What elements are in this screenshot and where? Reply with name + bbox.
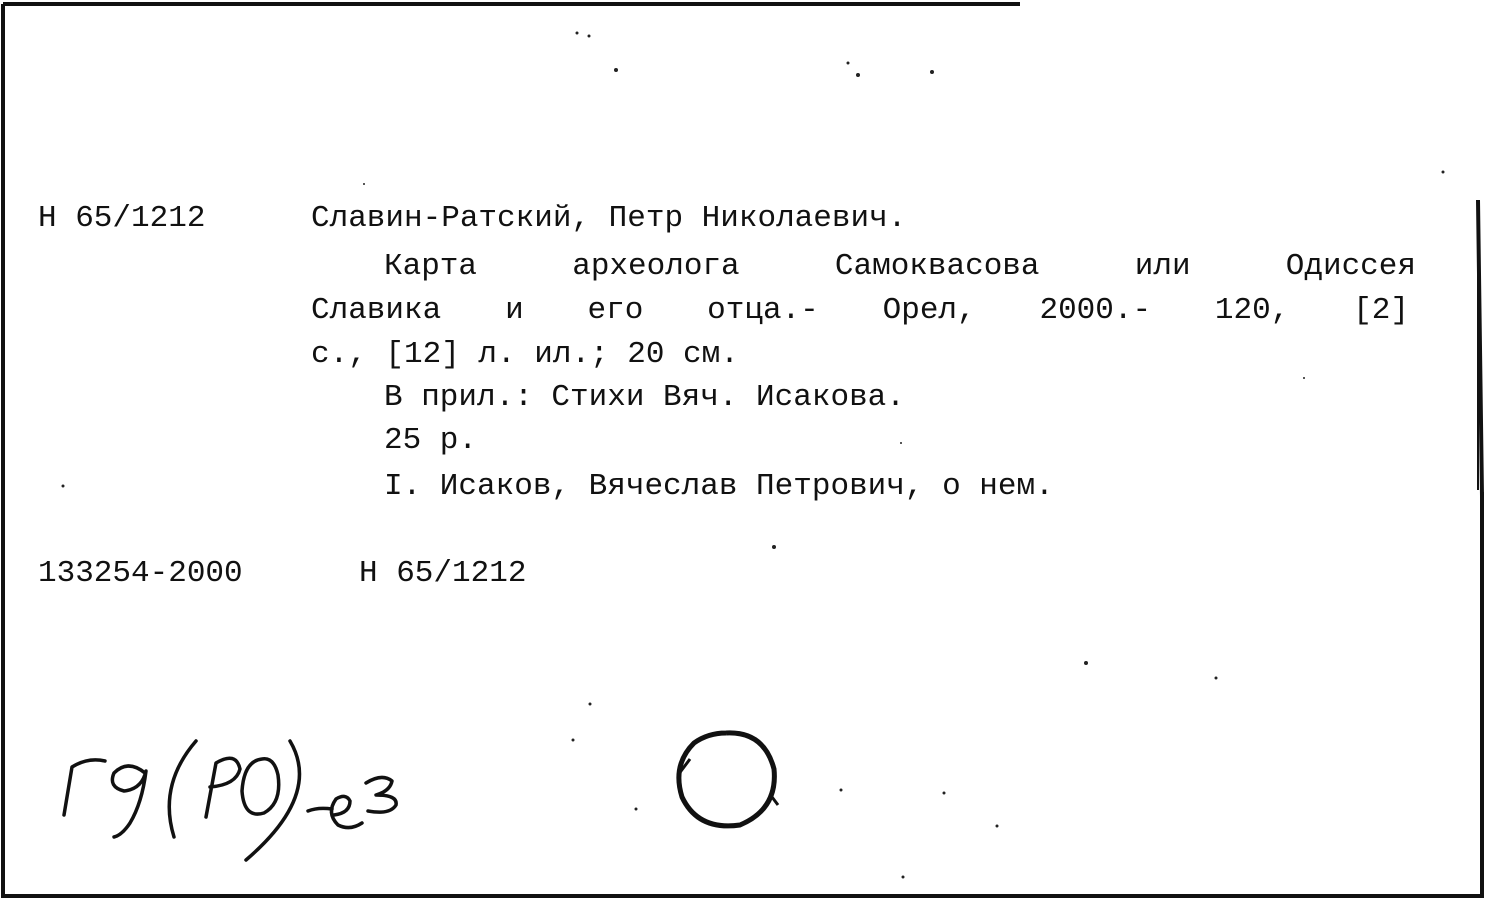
title-line-2: Славика и его отца.- Орел, 2000.- 120, [2] bbox=[311, 293, 1409, 328]
note-line: В прил.: Стихи Вяч. Исакова. bbox=[384, 380, 905, 415]
call-number: Н 65/1212 bbox=[38, 201, 206, 236]
title-line-3: с., [12] л. ил.; 20 см. bbox=[311, 337, 739, 372]
stamp-circle bbox=[668, 725, 788, 835]
author-heading: Славин-Ратский, Петр Николаевич. bbox=[311, 201, 907, 236]
handwritten-classification-mark bbox=[50, 725, 430, 875]
accession-number: 133254-2000 bbox=[38, 556, 243, 591]
footer-call-number: Н 65/1212 bbox=[359, 556, 527, 591]
price: 25 р. bbox=[384, 423, 478, 458]
subject-entry: I. Исаков, Вячеслав Петрович, о нем. bbox=[384, 469, 1054, 504]
title-line-1: Карта археолога Самоквасова или Одиссея bbox=[384, 249, 1416, 284]
